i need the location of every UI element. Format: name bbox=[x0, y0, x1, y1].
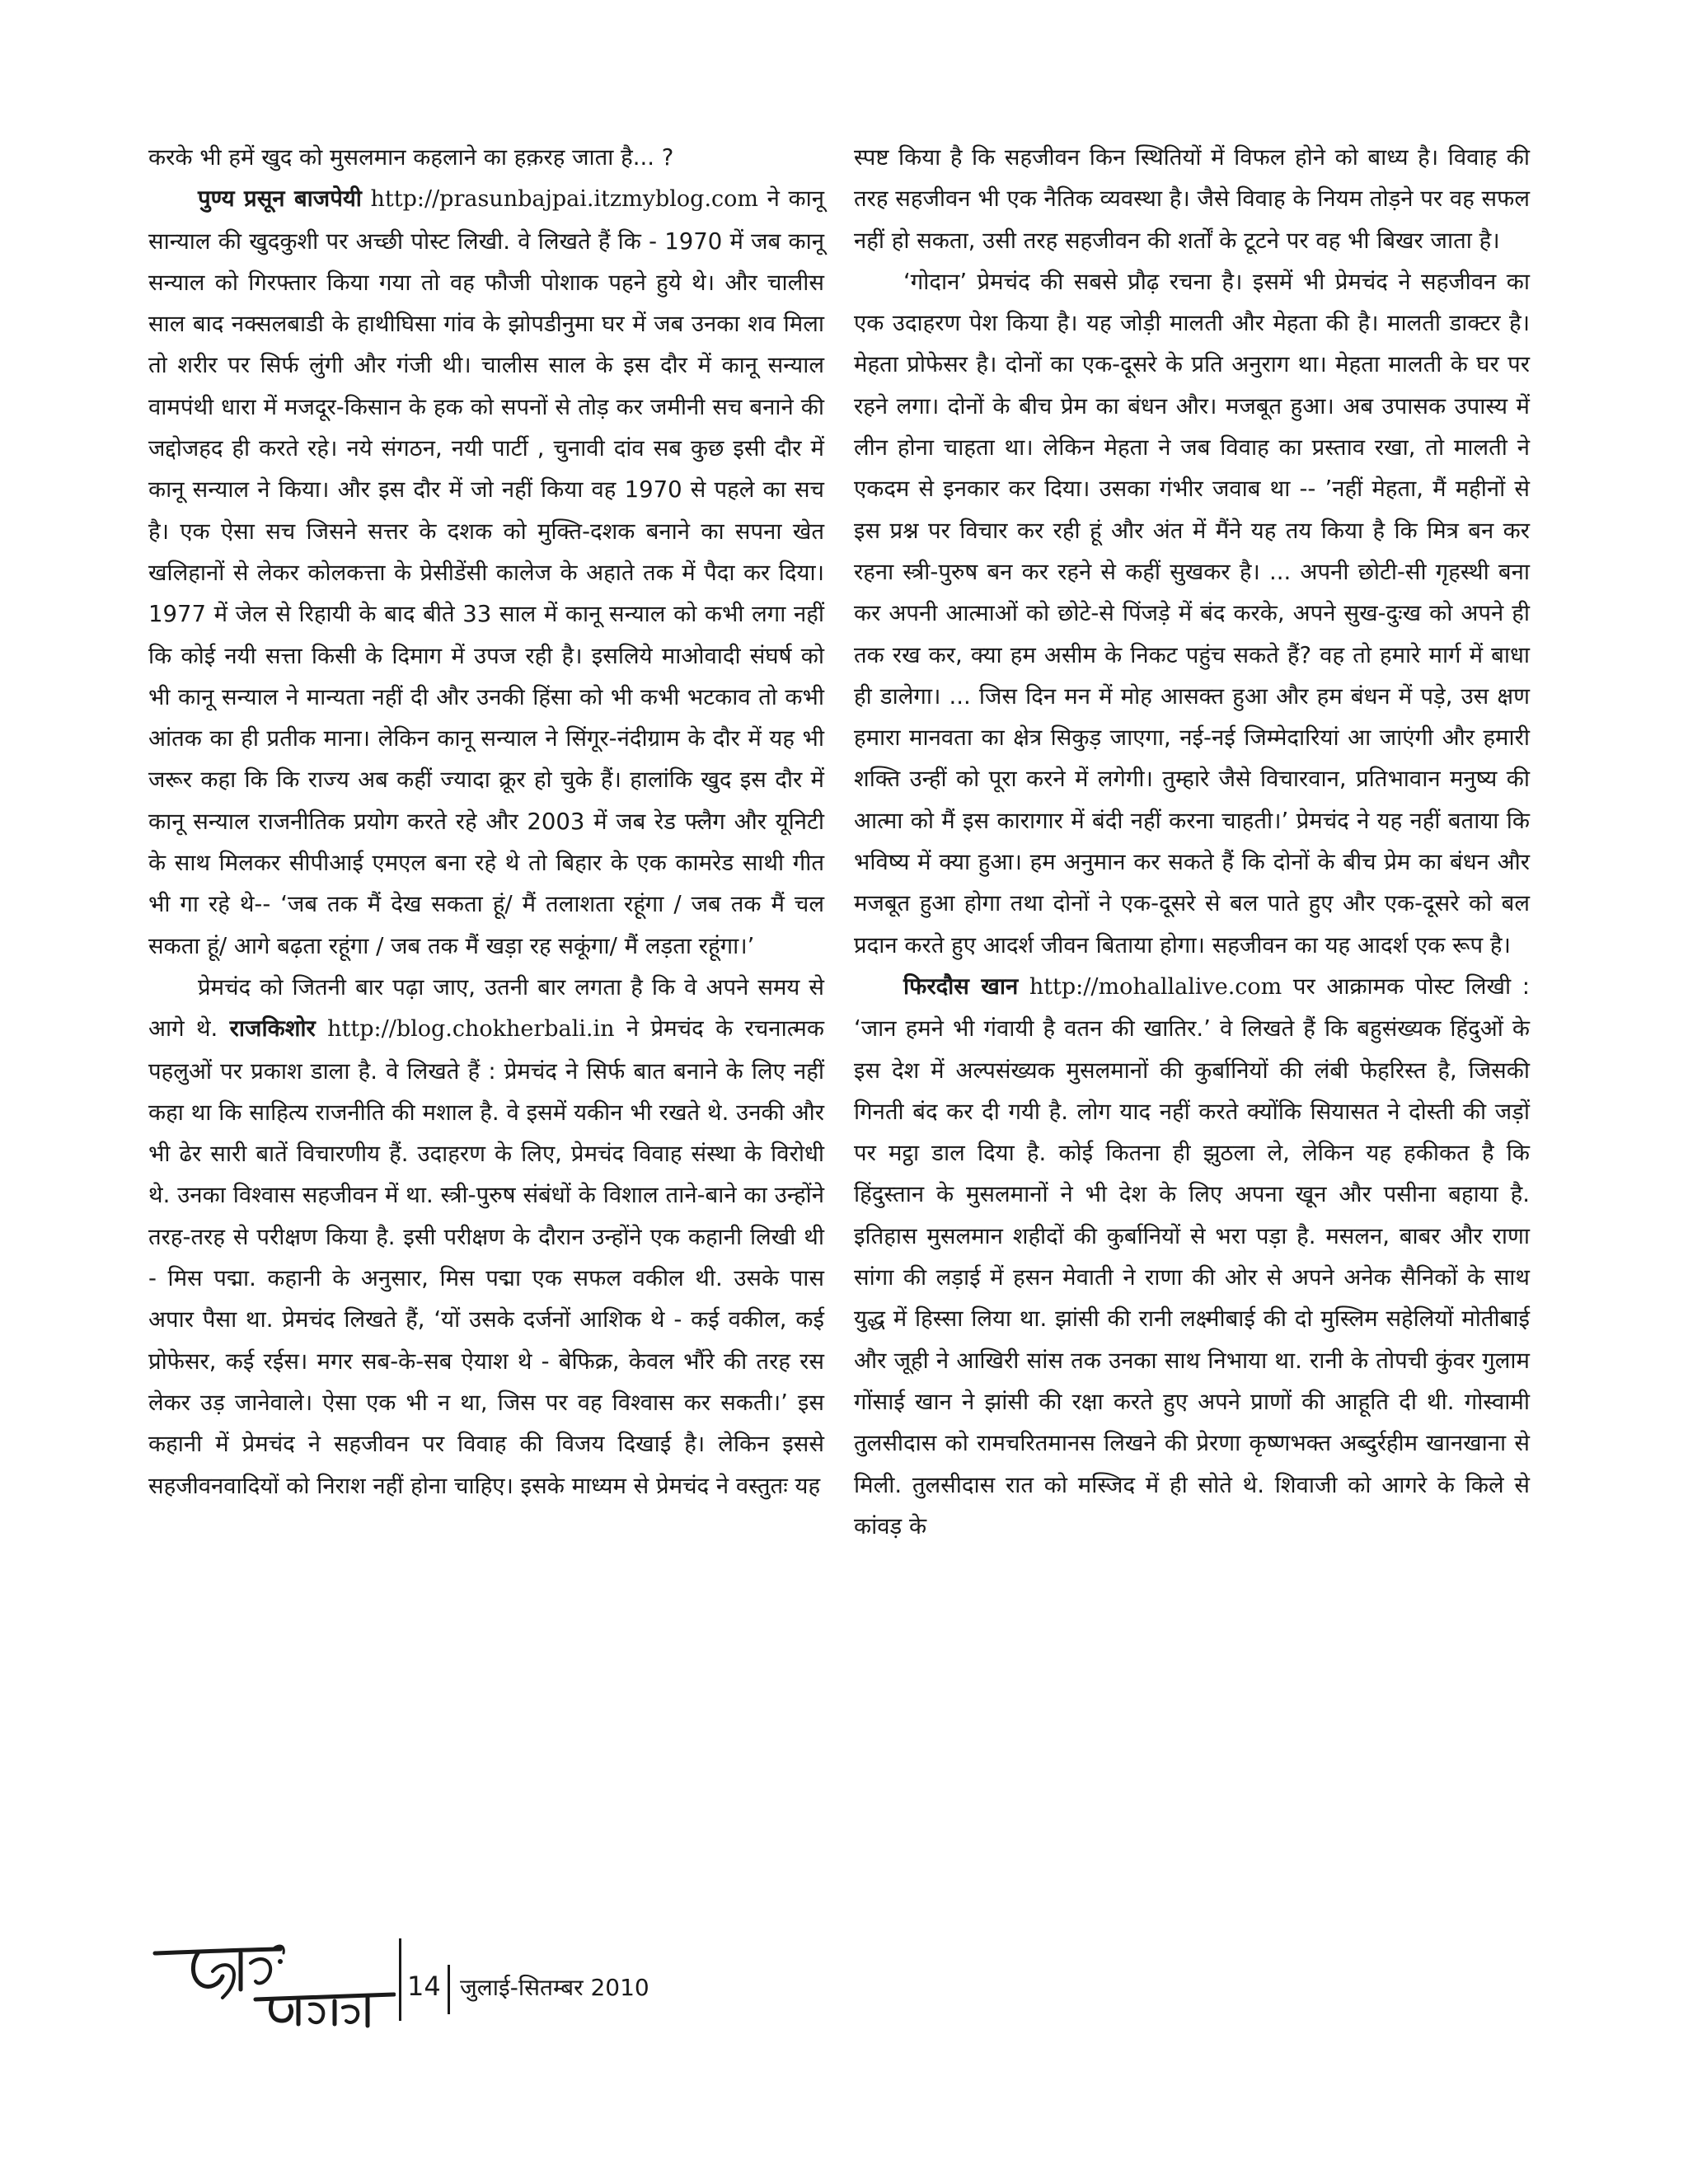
paragraph bbox=[854, 966, 1530, 1547]
paragraph-text: ने प्रेमचंद के रचनात्मक पहलुओं पर प्रकाश डाला है. वे लिखते हैं : प्रेमचंद ने सिर्फ बात बनाने के लिए नहीं कहा था कि साहित्य राजनीति की मशाल है. वे इसमें यकीन भी रखते थे. उनकी और भी ढेर सारी बातें विचारणीय हैं. उदाहरण के लिए, प्रेमचंद विवाह संस्था के विरोधी थे. उनका विश्वास सहजीवन में था. स्त्री-पुरुष संबंधों के विशाल ताने-बाने का उन्होंने तरह-तरह से परीक्षण किया है. इसी परीक्षण के दौरान उन्होंने एक कहानी लिखी थी - मिस पद्मा. कहानी के अनुसार, मिस पद्मा एक सफल वकील थी. उसके पास अपार पैसा था. प्रेमचंद लिखते हैं, ‘यों उसके दर्जनों आशिक थे - कई वकील, कई प्रोफेसर, कई रईस। मगर सब-के-सब ऐयाश थे - बेफिक्र, केवल भौंरे की तरह रस लेकर उड़ जानेवाले। ऐसा एक भी न था, जिस पर वह विश्वास कर सकती।’ इस कहानी में प्रेमचंद ने सहजीवन पर विवाह की विजय दिखाई है। लेकिन इससे सहजीवनवादियों को निराश नहीं होना चाहिए। इसके माध्यम से प्रेमचंद ने वस्तुतः यह bbox=[148, 1015, 824, 1499]
author-name: फिरदौस खान bbox=[903, 972, 1019, 1000]
issue-date: जुलाई-सितम्बर 2010 bbox=[460, 1974, 649, 2001]
paragraph: ‘गोदान’ प्रेमचंद की सबसे प्रौढ़ रचना है। इसमें भी प्रेमचंद ने सहजीवन का एक उदाहरण पेश किया है। यह जोड़ी मालती और मेहता की है। मालती डाक्टर है। मेहता प्रोफेसर है। दोनों का एक-दूसरे के प्रति अनुराग था। मेहता मालती के घर पर रहने लगा। दोनों के बीच प्रेम का बंधन और। मजबूत हुआ। अब उपासक उपास्य में लीन होना चाहता था। लेकिन मेहता ने जब विवाह का प्रस्ताव रखा, तो मालती ने एकदम से इनकार कर दिया। उसका गंभीर जवाब था -- ’नहीं मेहता, मैं महीनों से इस प्रश्न पर विचार कर रही हूं और अंत में मैंने यह तय किया है कि मित्र बन कर रहना स्त्री-पुरुष बन कर रहने से कहीं सुखकर है। ... अपनी छोटी-सी गृहस्थी बना कर अपनी आत्माओं को छोटे-से पिंजड़े में बंद करके, अपने सुख-दुःख को अपने ही तक रख कर, क्या हम असीम के निकट पहुंच सकते हैं? वह तो हमारे मार्ग में बाधा ही डालेगा। ... जिस दिन मन में मोह आसक्त हुआ और हम बंधन में पड़े, उस क्षण हमारा मानवता का क्षेत्र सिकुड़ जाएगा, नई-नई जिम्मेदारियां आ जाएंगी और हमारी शक्ति उन्हीं को पूरा करने में लगेगी। तुम्हारे जैसे विचारवान, प्रतिभावान मनुष्य की आत्मा को मैं इस कारागार में बंदी नहीं करना चाहती।’ प्रेमचंद ने यह नहीं बताया कि भविष्य में क्या हुआ। हम अनुमान कर सकते हैं कि दोनों के बीच प्रेम का बंधन और मजबूत हुआ होगा तथा दोनों ने एक-दूसरे से बल पाते हुए और एक-दूसरे को बल प्रदान करते हुए आदर्श जीवन बिताया होगा। सहजीवन का यह आदर्श एक रूप है। bbox=[854, 268, 1530, 958]
right-column bbox=[854, 137, 1530, 1547]
paragraph bbox=[148, 967, 824, 1507]
page-footer bbox=[148, 1938, 890, 2029]
paragraph: स्पष्ट किया है कि सहजीवन किन स्थितियों में विफल होने को बाध्य है। विवाह की तरह सहजीवन भी एक नैतिक व्यवस्था है। जैसे विवाह के नियम तोड़ने पर वह सफल नहीं हो सकता, उसी तरह सहजीवन की शर्तों के टूटने पर वह भी बिखर जाता है। bbox=[854, 144, 1530, 254]
blog-link[interactable]: http://mohallalive.com bbox=[1029, 973, 1282, 1000]
page-number: 14 bbox=[407, 1971, 441, 2002]
left-column bbox=[148, 137, 824, 1507]
blog-link[interactable]: http://prasunbajpai.itzmyblog.com bbox=[370, 186, 759, 213]
footer-divider bbox=[399, 1938, 401, 2021]
paragraph-text: पर आक्रामक पोस्ट लिखी : ‘जान हमने भी गंवायी है वतन की खातिर.’ वे लिखते हैं कि बहुसंख्यक हिंदुओं के इस देश में अल्पसंख्यक मुसलमानों की कुर्बानियों की लंबी फेहरिस्त है, जिसकी गिनती बंद कर दी गयी है. लोग याद नहीं करते क्योंकि सियासत ने दोस्ती की जड़ों पर मट्ठा डाल दिया है. कोई कितना ही झुठला ले, लेकिन यह हकीकत है कि हिंदुस्तान के मुसलमानों ने भी देश के लिए अपना खून और पसीना बहाया है. इतिहास मुसलमान शहीदों की कुर्बानियों से भरा पड़ा है. मसलन, बाबर और राणा सांगा की लड़ाई में हसन मेवाती ने राणा की ओर से अपने अनेक सैनिकों के साथ युद्ध में हिस्सा लिया था. झांसी की रानी लक्ष्मीबाई की दो मुस्लिम सहेलियों मोतीबाई और जूही ने आखिरी सांस तक उनका साथ निभाया था. रानी के तोपची कुंवर गुलाम गोंसाई खान ने झांसी की रक्षा करते हुए अपने प्राणों की आहूति दी थी. गोस्वामी तुलसीदास को रामचरितमानस लिखने की प्रेरणा कृष्णभक्त अब्दुर्रहीम खानखाना से मिली. तुलसीदास रात को मस्जिद में ही सोते थे. शिवाजी को आगरे के किले से कांवड़ के bbox=[854, 972, 1530, 1540]
author-name: राजकिशोर bbox=[229, 1015, 316, 1043]
author-name: पुण्य प्रसून बाजपेयी bbox=[198, 185, 362, 213]
footer-divider bbox=[448, 1965, 450, 2014]
blog-link[interactable]: http://blog.chokherbali.in bbox=[327, 1016, 615, 1043]
paragraph-text: ने कानू सान्याल की खुदकुशी पर अच्छी पोस्ट लिखी. वे लिखते हैं कि - 1970 में जब कानू सन्याल को गिरफ्तार किया गया तो वह फौजी पोशाक पहने हुये थे। और चालीस साल बाद नक्सलबाडी के हाथीघिसा गांव के झोपडीनुमा घर में जब उनका शव मिला तो शरीर पर सिर्फ लुंगी और गंजी थी। चालीस साल के इस दौर में कानू सन्याल वामपंथी धारा में मजदूर-किसान के हक को सपनों से तोड़ कर जमीनी सच बनाने की जद्दोजहद ही करते रहे। नये संगठन, नयी पार्टी , चुनावी दांव सब कुछ इसी दौर में कानू सन्याल ने किया। और इस दौर में जो नहीं किया वह 1970 से पहले का सच है। एक ऐसा सच जिसने सत्तर के दशक को मुक्ति-दशक बनाने का सपना खेत खलिहानों से लेकर कोलकत्ता के प्रेसीडेंसी कालेज के अहाते तक में पैदा कर दिया। 1977 में जेल से रिहायी के बाद बीते 33 साल में कानू सन्याल को कभी लगा नहीं कि कोई नयी सत्ता किसी के दिमाग में उपज रही है। इसलिये माओवादी संघर्ष को भी कानू सन्याल ने मान्यता नहीं दी और उनकी हिंसा को भी कभी भटकाव तो कभी आंतक का ही प्रतीक माना। लेकिन कानू सन्याल ने सिंगूर-नंदीग्राम के दौर में यह भी जरूर कहा कि कि राज्य अब कहीं ज्यादा क्रूर हो चुके हैं। हालांकि खुद इस दौर में कानू सन्याल राजनीतिक प्रयोग करते रहे और 2003 में जब रेड फ्लैग और यूनिटी के साथ मिलकर सीपीआई एमएल बना रहे थे तो बिहार के एक कामरेड साथी गीत भी गा रहे थे-- ‘जब तक मैं देख सकता हूं/ मैं तलाशता रहूंगा / जब तक मैं चल सकता हूं/ आगे बढ़ता रहूंगा / जब तक मैं खड़ा रह सकूंगा/ मैं लड़ता रहूंगा।’ bbox=[148, 185, 824, 959]
paragraph: करके भी हमें खुद को मुसलमान कहलाने का हक़रह जाता है... ? bbox=[148, 144, 674, 171]
paragraph bbox=[148, 178, 824, 967]
paragraph-text: प्रेमचंद को जितनी बार पढ़ा जाए, उतनी बार लगता है कि वे अपने समय से आगे थे. bbox=[148, 973, 824, 1043]
hindi-chetna-logo bbox=[148, 1938, 396, 2029]
